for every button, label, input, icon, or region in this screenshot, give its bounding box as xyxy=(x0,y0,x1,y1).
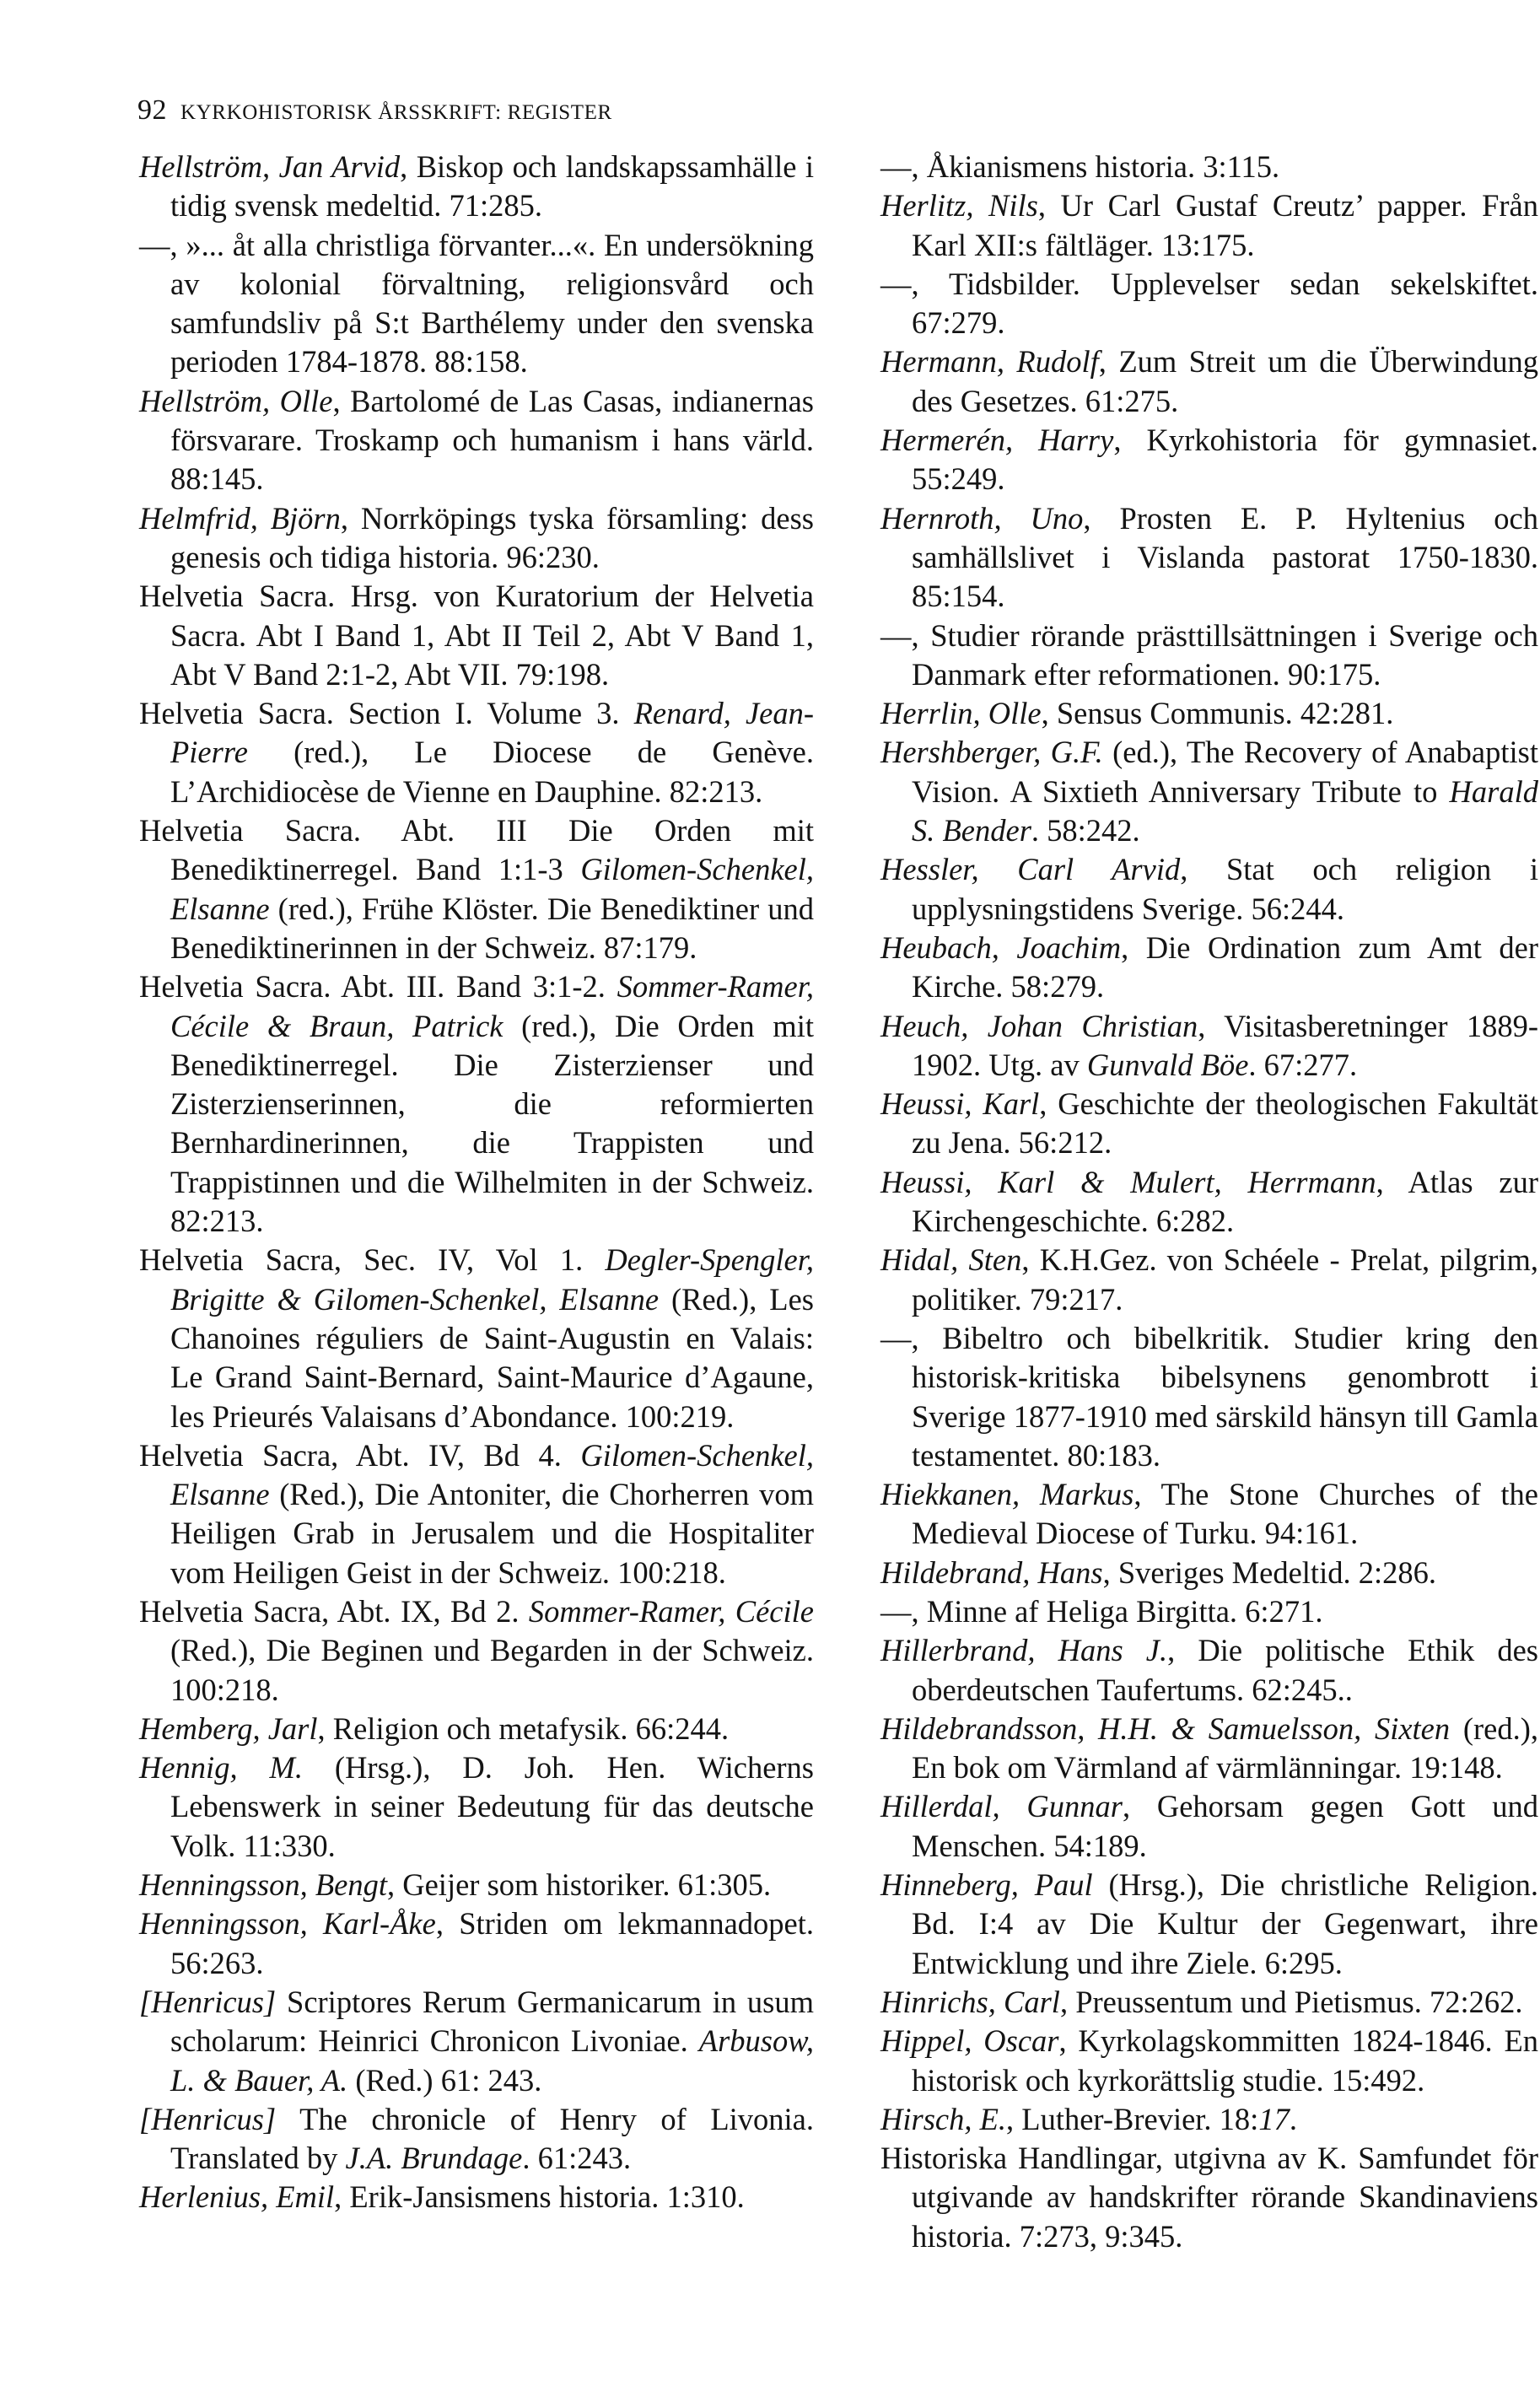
index-entry xyxy=(880,2022,1538,2100)
index-entry xyxy=(139,1592,814,1710)
entry-text: , Prosten E. P. Hyltenius och samhällslivet i Vislanda pastorat 1750-1830. 85:154. xyxy=(912,500,1538,614)
index-entry xyxy=(880,1241,1538,1319)
index-entry xyxy=(880,1983,1538,2022)
entry-text: Helvetia Sacra. Hrsg. von Kuratorium der Helvetia Sacra. Abt I Band 1, Abt II Teil 2, Abt V Band 1, Abt V Band 2:1-2, Abt VII. 79:198. xyxy=(139,579,814,692)
entry-text: , Kyrkolagskommitten 1824-1846. En historisk och kyrkorättslig studie. 15:492. xyxy=(912,2023,1539,2098)
entry-italic-text: Hiekkanen, Markus xyxy=(880,1477,1134,1512)
entry-italic-text: Arbusow, L. & Bauer, A. xyxy=(170,2023,814,2098)
entry-text: (Red.), Les Chanoines réguliers de Saint-Augustin en Valais: Le Grand Saint-Bernard, Saint-Maurice d’Agaune, les Prieurés Valaisans d’Abondance. 100:219. xyxy=(170,1281,814,1434)
entry-text: Helvetia Sacra. Section I. Volume 3. xyxy=(139,696,634,731)
entry-italic-text: Gunvald Böe xyxy=(1086,1047,1249,1082)
index-entry xyxy=(139,1436,814,1592)
right-column xyxy=(880,148,1538,2256)
entry-italic-text: Hemberg, Jarl xyxy=(139,1710,318,1746)
entry-text: , Die politische Ethik des oberdeutschen Taufertums. 62:245.. xyxy=(912,1633,1538,1707)
index-entry xyxy=(880,1319,1538,1475)
left-column xyxy=(139,148,814,2217)
index-entry xyxy=(139,1710,814,1748)
entry-italic-text: Hellström, Olle xyxy=(139,383,333,418)
entry-italic-text: Hillerdal, Gunnar xyxy=(880,1789,1123,1824)
entry-text: Scriptores Rerum Germanicarum in usum scholarum: Heinrici Chronicon Livoniae. xyxy=(170,1984,814,2059)
entry-text: , Die Ordination zum Amt der Kirche. 58:279. xyxy=(912,929,1538,1005)
entry-italic-text: Heubach, Joachim xyxy=(880,929,1122,965)
index-entry xyxy=(139,1748,814,1866)
index-entry xyxy=(880,148,1538,186)
entry-italic-text: Hershberger, G.F. xyxy=(880,735,1103,770)
entry-text: , Luther-Brevier. 18: xyxy=(1006,2101,1259,2136)
entry-text: —, Tidsbilder. Upplevelser sedan sekelskiftet. 67:279. xyxy=(880,266,1538,341)
entry-text: , Preussentum und Pietismus. 72:262. xyxy=(1059,1984,1523,2019)
index-entry xyxy=(139,1983,814,2100)
index-entry xyxy=(880,850,1538,929)
entry-text: (Red.), Die Beginen und Begarden in der Schweiz. 100:218. xyxy=(170,1633,814,1707)
index-entry xyxy=(880,265,1538,343)
entry-italic-text: Hirsch, E. xyxy=(880,2101,1007,2136)
entry-italic-text: Heussi, Karl xyxy=(880,1086,1040,1122)
index-entry xyxy=(880,2139,1538,2256)
entry-text: —, Minne af Heliga Birgitta. 6:271. xyxy=(880,1593,1323,1629)
entry-italic-text: Hermann, Rudolf xyxy=(880,344,1099,380)
entry-italic-text: Henningsson, Bengt xyxy=(139,1867,387,1903)
index-entry xyxy=(139,226,814,382)
index-entry xyxy=(880,1163,1538,1242)
entry-italic-text: Henningsson, Karl-Åke xyxy=(139,1906,436,1942)
index-entry xyxy=(880,1475,1538,1554)
entry-italic-text: 17 xyxy=(1258,2101,1290,2136)
entry-text: , Striden om lekmannadopet. 56:263. xyxy=(170,1906,814,1980)
entry-italic-text: Hidal, Sten xyxy=(880,1242,1022,1278)
index-entry xyxy=(880,1007,1538,1085)
entry-text: , Gehorsam gegen Gott und Menschen. 54:189. xyxy=(912,1789,1538,1863)
index-entry xyxy=(880,617,1538,695)
entry-text: . 67:277. xyxy=(1248,1047,1358,1082)
entry-text: . xyxy=(1289,2101,1297,2136)
index-entry xyxy=(139,2178,814,2217)
entry-italic-text: Herlitz, Nils xyxy=(880,188,1038,224)
entry-text: , Visitasberetninger 1889-1902. Utg. av xyxy=(912,1008,1538,1082)
entry-text: (ed.), The Recovery of Anabaptist Vision. A Sixtieth Anniversary Tribute to xyxy=(912,735,1538,809)
entry-text: . 58:242. xyxy=(1031,813,1140,848)
entry-italic-text: Hellström, Jan Arvid xyxy=(139,149,401,184)
page-number: 92 xyxy=(137,94,167,126)
entry-italic-text: Degler-Spengler, Brigitte & Gilomen-Schenkel, Elsanne xyxy=(170,1242,814,1317)
entry-italic-text: Renard, Jean-Pierre xyxy=(170,696,814,770)
entry-italic-text: Gilomen-Schenkel, Elsanne xyxy=(170,1437,814,1512)
entry-text: , Biskop och landskapssamhälle i tidig svensk medeltid. 71:285. xyxy=(170,149,814,224)
entry-text: , Norrköpings tyska församling: dess genesis och tidiga historia. 96:230. xyxy=(170,500,814,574)
entry-text: , Kyrkohistoria för gymnasiet. 55:249. xyxy=(912,423,1538,497)
entry-text: (Red.) 61: 243. xyxy=(347,2062,542,2098)
index-entry xyxy=(880,1085,1538,1163)
entry-italic-text: Herlenius, Emil xyxy=(139,2179,335,2215)
entry-italic-text: Hinrichs, Carl xyxy=(880,1984,1060,2019)
entry-italic-text: Hernroth, Uno xyxy=(880,500,1084,536)
entry-text: Helvetia Sacra. Abt. III. Band 3:1-2. xyxy=(139,969,617,1005)
index-entry xyxy=(880,733,1538,850)
index-entry xyxy=(880,421,1538,499)
entry-italic-text: [Henricus] xyxy=(139,1984,277,2019)
entry-italic-text: Harald S. Bender xyxy=(912,773,1538,848)
entry-italic-text: Heussi, Karl & Mulert, Herrmann xyxy=(880,1164,1376,1199)
index-entry xyxy=(880,929,1538,1007)
index-entry xyxy=(880,1787,1538,1866)
page-header xyxy=(137,94,612,127)
entry-text: Helvetia Sacra. Abt. III Die Orden mit Benediktinerregel. Band 1:1-3 xyxy=(139,813,814,887)
entry-text: , Religion och metafysik. 66:244. xyxy=(317,1710,730,1746)
entry-italic-text: Sommer-Ramer, Cécile & Braun, Patrick xyxy=(170,969,814,1043)
index-entry xyxy=(139,148,814,226)
index-entry xyxy=(139,811,814,967)
index-entry xyxy=(880,694,1538,733)
index-entry xyxy=(139,499,814,578)
index-entry xyxy=(880,342,1538,421)
entry-text: Helvetia Sacra, Sec. IV, Vol 1. xyxy=(139,1242,606,1278)
entry-text: —, Bibeltro och bibelkritik. Studier kring den historisk-kritiska bibelsynens genombrott i Sverige 1877-1910 med särskild hänsyn till Gamla testamentet. 80:183. xyxy=(880,1320,1538,1473)
entry-italic-text: Hessler, Carl Arvid xyxy=(880,852,1181,887)
entry-text: —, Åkianismens historia. 3:115. xyxy=(880,149,1280,184)
entry-text: , Atlas zur Kirchengeschichte. 6:282. xyxy=(912,1164,1538,1239)
index-entry xyxy=(139,1241,814,1436)
entry-italic-text: Hildebrandsson, H.H. & Samuelsson, Sixten xyxy=(880,1710,1451,1746)
entry-italic-text: Gilomen-Schenkel, Elsanne xyxy=(170,852,814,926)
entry-text: (Hrsg.), D. Joh. Hen. Wicherns Lebenswerk in seiner Bedeutung für das deutsche Volk. 11:330. xyxy=(170,1750,815,1863)
entry-text: (Hrsg.), Die christliche Religion. Bd. I:4 av Die Kultur der Gegenwart, ihre Entwicklung und ihre Ziele. 6:295. xyxy=(912,1867,1538,1980)
entry-text: (red.), Frühe Klöster. Die Benediktiner und Benediktinerinnen in der Schweiz. 87:179. xyxy=(170,891,814,965)
entry-italic-text: Hennig, M. xyxy=(139,1750,304,1786)
index-entry xyxy=(139,2100,814,2179)
entry-italic-text: [Henricus] xyxy=(139,2101,277,2136)
index-entry xyxy=(880,1554,1538,1592)
running-title: KYRKOHISTORISK ÅRSSKRIFT: REGISTER xyxy=(180,101,612,124)
entry-text: , Geschichte der theologischen Fakultät zu Jena. 56:212. xyxy=(912,1086,1538,1161)
index-entry xyxy=(880,1631,1538,1710)
entry-text: . 61:243. xyxy=(522,2141,632,2176)
entry-text: , Stat och religion i upplysningstidens Sverige. 56:244. xyxy=(912,852,1538,926)
entry-italic-text: Sommer-Ramer, Cécile xyxy=(528,1593,814,1629)
entry-italic-text: Hildebrand, Hans xyxy=(880,1554,1103,1590)
index-entry xyxy=(880,186,1538,265)
index-entry xyxy=(139,1866,814,1904)
entry-text: (red.), En bok om Värmland af värmlänningar. 19:148. xyxy=(912,1710,1538,1786)
entry-text: , Geijer som historiker. 61:305. xyxy=(387,1867,772,1903)
entry-text: , Bartolomé de Las Casas, indianernas försvarare. Troskamp och humanism i hans värld. 88:145. xyxy=(170,383,815,497)
index-entry xyxy=(139,382,814,499)
entry-text: The chronicle of Henry of Livonia. Translated by xyxy=(170,2101,814,2176)
index-entry xyxy=(139,577,814,694)
entry-text: , Erik-Jansismens historia. 1:310. xyxy=(334,2179,745,2215)
index-entry xyxy=(139,1904,814,1983)
entry-text: Historiska Handlingar, utgivna av K. Samfundet för utgivande av handskrifter rörande Skandinaviens historia. 7:273, 9:345. xyxy=(880,2141,1538,2254)
entry-italic-text: Hinneberg, Paul xyxy=(880,1867,1093,1903)
entry-text: , Sveriges Medeltid. 2:286. xyxy=(1102,1554,1436,1590)
entry-italic-text: J.A. Brundage xyxy=(345,2141,523,2176)
entry-text: , Ur Carl Gustaf Creutz’ papper. Från Karl XII:s fältläger. 13:175. xyxy=(912,188,1538,262)
entry-text: Helvetia Sacra, Abt. IV, Bd 4. xyxy=(139,1437,581,1473)
entry-text: , Sensus Communis. 42:281. xyxy=(1041,696,1394,731)
entry-text: (Red.), Die Antoniter, die Chorherren vom Heiligen Grab in Jerusalem und die Hospitaliter vom Heiligen Geist in der Schweiz. 100:218. xyxy=(170,1477,814,1590)
index-entry xyxy=(139,967,814,1241)
entry-text: (red.), Die Orden mit Benediktinerregel. Die Zisterzienser und Zisterzienserinnen, die reformierten Bernhardinerinnen, die Trappisten und Trappistinnen und die Wilhelmiten in der Schweiz. 82:213. xyxy=(170,1008,814,1239)
index-entry xyxy=(880,1592,1538,1631)
entry-text: (red.), Le Diocese de Genève. L’Archidiocèse de Vienne en Dauphine. 82:213. xyxy=(170,735,814,809)
entry-italic-text: Hippel, Oscar xyxy=(880,2023,1059,2059)
index-entry xyxy=(139,694,814,811)
entry-text: —, Studier rörande prästtillsättningen i Sverige och Danmark efter reformationen. 90:175. xyxy=(880,617,1538,692)
entry-text: , Zum Streit um die Überwindung des Gesetzes. 61:275. xyxy=(912,344,1538,418)
index-entry xyxy=(880,1710,1538,1788)
entry-italic-text: Hermerén, Harry xyxy=(880,423,1114,458)
entry-text: , The Stone Churches of the Medieval Diocese of Turku. 94:161. xyxy=(912,1477,1538,1551)
entry-italic-text: Herrlin, Olle xyxy=(880,696,1042,731)
entry-italic-text: Heuch, Johan Christian xyxy=(880,1008,1198,1043)
entry-text: —, »... åt alla christliga förvanter...«. En undersökning av kolonial förvaltning, religionsvård och samfundsliv på S:t Barthélemy under den svenska perioden 1784-1878. 88:158. xyxy=(139,227,814,380)
index-entry xyxy=(880,2100,1538,2139)
entry-italic-text: Helmfrid, Björn xyxy=(139,500,341,536)
index-entry xyxy=(880,1866,1538,1983)
entry-text: Helvetia Sacra, Abt. IX, Bd 2. xyxy=(139,1593,529,1629)
index-entry xyxy=(880,499,1538,617)
entry-italic-text: Hillerbrand, Hans J. xyxy=(880,1633,1168,1668)
entry-text: , K.H.Gez. von Schéele - Prelat, pilgrim, politiker. 79:217. xyxy=(912,1242,1539,1317)
